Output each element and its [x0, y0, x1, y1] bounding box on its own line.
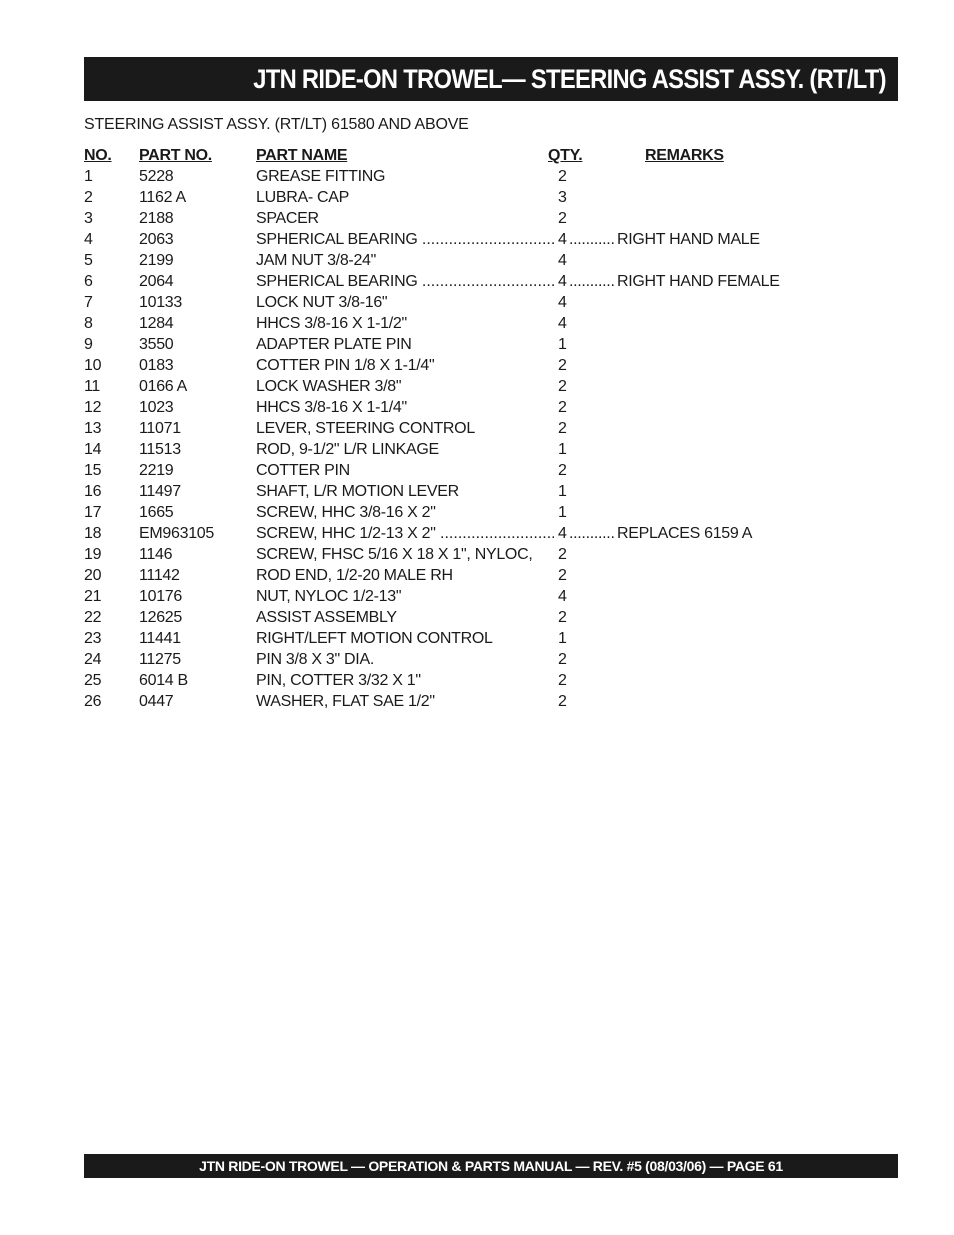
table-row [84, 565, 898, 586]
cell-no: 13 [84, 420, 102, 437]
cell-no: 15 [84, 462, 102, 479]
cell-no: 6 [84, 273, 93, 290]
table-row [84, 523, 898, 544]
table-row [84, 397, 898, 418]
cell-qty: 2 [558, 672, 567, 689]
cell-qty: 1 [558, 441, 567, 458]
cell-part-no: 10133 [139, 294, 182, 311]
cell-part-name: ADAPTER PLATE PIN [256, 336, 412, 353]
header-part-name: PART NAME [256, 147, 348, 164]
cell-part-no: 11275 [139, 651, 181, 668]
cell-no: 25 [84, 672, 102, 689]
table-body [84, 166, 898, 712]
cell-remarks: RIGHT HAND FEMALE [617, 273, 780, 290]
cell-part-no: 0183 [139, 357, 174, 374]
cell-part-no: 1162 A [139, 189, 186, 206]
cell-part-no: 2063 [139, 231, 174, 248]
cell-qty: 2 [558, 210, 567, 227]
cell-no: 2 [84, 189, 93, 206]
cell-part-name: COTTER PIN 1/8 X 1-1/4" [256, 357, 435, 374]
table-row [84, 250, 898, 271]
table-row [84, 418, 898, 439]
cell-qty: 2 [558, 609, 567, 626]
cell-part-no: 0447 [139, 693, 174, 710]
cell-part-name: ASSIST ASSEMBLY [256, 609, 397, 626]
cell-qty: 2 [558, 462, 567, 479]
table-row [84, 292, 898, 313]
cell-part-name: GREASE FITTING [256, 168, 386, 185]
cell-qty: 4 [558, 294, 567, 311]
cell-part-name: COTTER PIN [256, 462, 350, 479]
cell-part-name: ROD, 9-1/2" L/R LINKAGE [256, 441, 439, 458]
cell-part-name: NUT, NYLOC 1/2-13" [256, 588, 402, 605]
cell-part-no: 10176 [139, 588, 182, 605]
assembly-subtitle: STEERING ASSIST ASSY. (RT/LT) 61580 AND ABOVE [84, 116, 469, 133]
cell-no: 10 [84, 357, 102, 374]
cell-qty: 4 [558, 273, 567, 290]
cell-part-no: 0166 A [139, 378, 188, 395]
cell-qty: 2 [558, 546, 567, 563]
cell-no: 5 [84, 252, 93, 269]
table-row [84, 355, 898, 376]
header-remarks: REMARKS [645, 147, 724, 164]
cell-part-name: PIN, COTTER 3/32 X 1" [256, 672, 421, 689]
cell-part-name: SCREW, FHSC 5/16 X 18 X 1", NYLOC, [256, 546, 533, 563]
cell-part-no: 11513 [139, 441, 181, 458]
cell-qty: 1 [558, 336, 567, 353]
cell-part-name: LUBRA- CAP [256, 189, 350, 206]
cell-remarks: REPLACES 6159 A [617, 525, 753, 542]
table-row [84, 544, 898, 565]
cell-part-no: 2219 [139, 462, 174, 479]
cell-qty: 2 [558, 651, 567, 668]
cell-part-name: WASHER, FLAT SAE 1/2" [256, 693, 435, 710]
cell-part-no: 3550 [139, 336, 174, 353]
cell-qty: 2 [558, 378, 567, 395]
cell-no: 16 [84, 483, 102, 500]
page-footer [84, 1154, 898, 1178]
table-row [84, 607, 898, 628]
cell-part-no: 12625 [139, 609, 182, 626]
cell-no: 21 [84, 588, 102, 605]
cell-part-name: SCREW, HHC 3/8-16 X 2" [256, 504, 436, 521]
dot-leader [569, 229, 615, 250]
cell-part-name: ROD END, 1/2-20 MALE RH [256, 567, 453, 584]
cell-part-name: SHAFT, L/R MOTION LEVER [256, 483, 459, 500]
cell-part-no: 1284 [139, 315, 174, 332]
table-row [84, 208, 898, 229]
cell-part-name: RIGHT/LEFT MOTION CONTROL [256, 630, 493, 647]
parts-table [84, 145, 898, 712]
cell-part-name: SPACER [256, 210, 319, 227]
cell-part-name: SPHERICAL BEARING ..... [256, 229, 554, 250]
cell-part-no: 5228 [139, 168, 174, 185]
table-header-row [84, 145, 898, 166]
cell-part-no: 11071 [139, 420, 181, 437]
footer-text: JTN RIDE-ON TROWEL — OPERATION & PARTS MANUAL — REV. #5 (08/03/06) — PAGE 61 [199, 1158, 783, 1174]
table-row [84, 481, 898, 502]
cell-qty: 4 [558, 252, 567, 269]
cell-qty: 1 [558, 504, 567, 521]
table-row [84, 439, 898, 460]
cell-part-no: 1023 [139, 399, 174, 416]
cell-no: 12 [84, 399, 102, 416]
cell-no: 3 [84, 210, 93, 227]
cell-no: 22 [84, 609, 102, 626]
cell-no: 14 [84, 441, 102, 458]
cell-part-no: 11497 [139, 483, 181, 500]
table-row [84, 334, 898, 355]
table-row [84, 502, 898, 523]
cell-part-name: LOCK WASHER 3/8" [256, 378, 402, 395]
header-no: NO. [84, 147, 112, 164]
cell-part-name: LOCK NUT 3/8-16" [256, 294, 388, 311]
cell-part-no: EM963105 [139, 525, 214, 542]
cell-part-no: 2199 [139, 252, 174, 269]
cell-qty: 4 [558, 525, 567, 542]
cell-part-no: 6014 B [139, 672, 188, 689]
cell-part-name: SPHERICAL BEARING ..... [256, 271, 554, 292]
table-row [84, 313, 898, 334]
table-row [84, 649, 898, 670]
cell-qty: 2 [558, 567, 567, 584]
cell-no: 17 [84, 504, 102, 521]
cell-part-no: 11441 [139, 630, 181, 647]
cell-no: 20 [84, 567, 102, 584]
cell-no: 23 [84, 630, 102, 647]
cell-no: 8 [84, 315, 93, 332]
table-row [84, 628, 898, 649]
cell-no: 4 [84, 231, 93, 248]
cell-no: 1 [84, 168, 93, 185]
cell-qty: 3 [558, 189, 567, 206]
cell-qty: 1 [558, 630, 567, 647]
cell-no: 26 [84, 693, 102, 710]
cell-no: 18 [84, 525, 102, 542]
cell-no: 7 [84, 294, 93, 311]
table-row [84, 376, 898, 397]
cell-qty: 2 [558, 399, 567, 416]
cell-no: 19 [84, 546, 102, 563]
cell-no: 9 [84, 336, 93, 353]
cell-qty: 2 [558, 357, 567, 374]
table-row [84, 670, 898, 691]
page-title: JTN RIDE-ON TROWEL— STEERING ASSIST ASSY. (RT/LT) [253, 64, 886, 94]
table-row [84, 691, 898, 712]
header-qty: QTY. [548, 147, 583, 164]
table-row [84, 229, 898, 250]
table-row [84, 271, 898, 292]
cell-qty: 4 [558, 231, 567, 248]
cell-qty: 1 [558, 483, 567, 500]
cell-part-no: 1146 [139, 546, 173, 563]
cell-part-name: LEVER, STEERING CONTROL [256, 420, 475, 437]
cell-part-no: 2188 [139, 210, 174, 227]
cell-part-name: HHCS 3/8-16 X 1-1/2" [256, 315, 407, 332]
cell-part-name: SCREW, HHC 1/2-13 X 2" ..... [256, 523, 554, 544]
table-row [84, 187, 898, 208]
table-row [84, 460, 898, 481]
page-header [84, 57, 898, 101]
cell-no: 24 [84, 651, 102, 668]
table-row [84, 586, 898, 607]
cell-part-name: JAM NUT 3/8-24" [256, 252, 377, 269]
cell-part-no: 11142 [139, 567, 180, 584]
cell-part-no: 2064 [139, 273, 174, 290]
cell-qty: 2 [558, 168, 567, 185]
cell-part-name: PIN 3/8 X 3" DIA. [256, 651, 374, 668]
cell-qty: 4 [558, 588, 567, 605]
cell-no: 11 [84, 378, 101, 395]
cell-qty: 2 [558, 420, 567, 437]
cell-qty: 2 [558, 693, 567, 710]
cell-qty: 4 [558, 315, 567, 332]
cell-remarks: RIGHT HAND MALE [617, 231, 760, 248]
dot-leader [569, 523, 615, 544]
cell-part-name: HHCS 3/8-16 X 1-1/4" [256, 399, 407, 416]
cell-part-no: 1665 [139, 504, 174, 521]
dot-leader [569, 271, 615, 292]
table-row [84, 166, 898, 187]
header-part-no: PART NO. [139, 147, 212, 164]
